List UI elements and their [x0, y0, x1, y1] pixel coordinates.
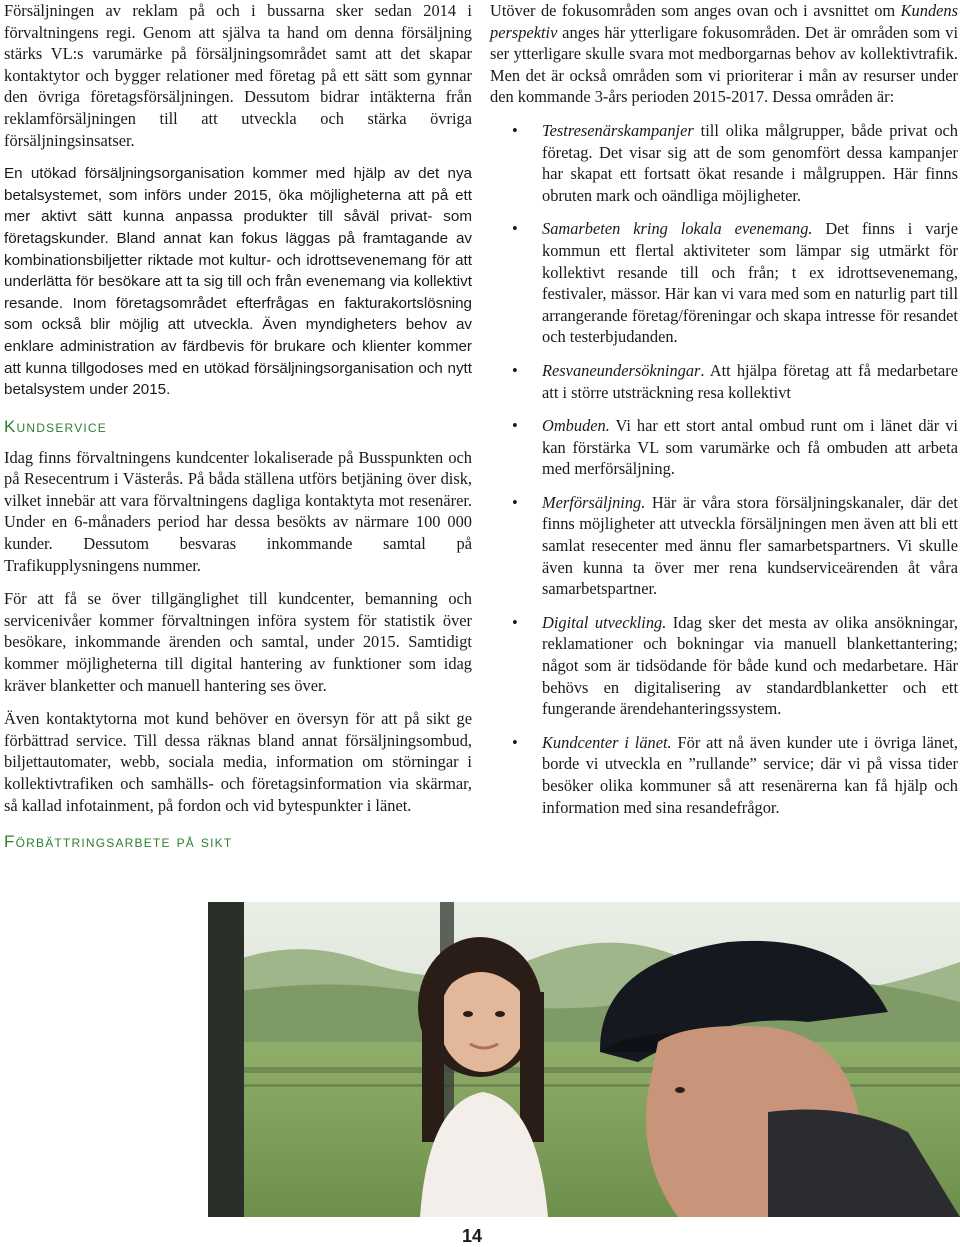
- list-item-lead: Ombuden.: [542, 416, 610, 436]
- paragraph-kontaktytor: Även kontaktytorna mot kund behöver en översyn för att på sikt ge förbättrad service. Till dessa räknas bland annat försäljningsombud, biljettautomater, webb, sociala media, information om störningar i kollektivtrafiken och samhälls- och företagsinformation via skärmar, så kallad infotainment, på fordon och vid bytespunkter i länet.: [4, 709, 472, 815]
- bullet-icon: •: [512, 416, 518, 436]
- photo-illustration: [208, 902, 960, 1217]
- bullet-icon: •: [512, 612, 518, 632]
- paragraph-fokusomraden: [490, 0, 958, 108]
- list-item-text: För att nå även kunder ute i övriga länet, borde vi utveckla en ”rullande” service; där vi på vissa tider besöker olika kommuner så att resenärerna kan få hjälp och information med sina resandefrågor.: [542, 732, 959, 817]
- list-item-text: . Att hjälpa företag att få medarbetare att i större utsträckning resa kollektivt: [542, 360, 958, 402]
- intro-text-a: Utöver de fokusområden som anges ovan och i avsnittet om: [490, 1, 901, 20]
- bullet-icon: •: [512, 492, 518, 512]
- list-item-lead: Resvaneundersökningar: [542, 360, 701, 380]
- list-item-lead: Merförsäljning.: [542, 492, 646, 512]
- list-item-text: till olika målgrupper, både privat och företag. Det visar sig att de som genomfört dessa kampanjer har skapat ett fortsatt ökat resande i målgruppen. Här finns obruten mark och oändliga möjligheter.: [542, 120, 958, 205]
- list-item-lead: Digital utveckling.: [542, 612, 667, 632]
- list-item-lead: Testresenärskampanjer: [542, 120, 694, 140]
- right-column: [490, 0, 958, 830]
- paragraph-tillganglighet: För att få se över tillgänglighet till kundcenter, bemanning och servicenivåer kommer förvaltningen införa system för statistik över besökare, inkommande ärenden och samtal, under 2015. Samtidigt kommer möjligheterna till digital hantering av funktioner som idag kräver blanketter och manuell hantering ses över.: [4, 589, 472, 695]
- list-item: [490, 732, 958, 818]
- list-item: [490, 415, 958, 480]
- photo-passengers: [208, 902, 960, 1217]
- focus-area-list: [490, 120, 958, 818]
- bullet-icon: •: [512, 732, 518, 752]
- page-number: 14: [462, 1226, 483, 1246]
- list-item-text: Vi har ett stort antal ombud runt om i länet där vi kan förstärka VL som varumärke och få ombuden att arbeta med merförsäljning.: [542, 416, 958, 479]
- list-item-text: Här är våra stora försäljningskanaler, där det finns möjligheter att utveckla försäljningen men även att bli ett samlat resecenter med ännu fler samarbetspartners. Vi skulle även kunna ta över mer rena kundserviceärenden åt våra samarbetspartner.: [542, 492, 958, 599]
- list-item: [490, 218, 958, 348]
- bullet-icon: •: [512, 360, 518, 380]
- paragraph-kundcenter: Idag finns förvaltningens kundcenter lokaliserade på Busspunkten och på Resecentrum i Västerås. På båda ställena utförs betjäning över disk, vilket innebär att vara förvaltningens dagliga kontaktyta mot resenärer. Under en 6-månaders period har dessa besökts av närmare 100 000 kunder. Dessutom besvaras inkommande samtal på Trafikupplysningens nummer.: [4, 447, 472, 575]
- paragraph-forsaljningsorganisation: En utökad försäljningsorganisation kommer med hjälp av det nya betalsystemet, som införs under 2015, öka möjligheterna att på ett mer aktivt sätt kunna anpassa produkter till såväl privat- som företagskunder. Bland annat kan fokus läggas på framtagande av kombinationsbiljetter riktade mot kultur- och idrottsevenemang för att underlätta för besökare att ta sig till och från evenemang via kollektivt resande. Inom företagsområdet efterfrågas en fakturakortslösning som också blir möjlig att utveckla. Även myndigheters behov av enklare administration av färdbevis för brukare och klienter kommer att kunna tillgodoses med en utökad försäljningsorganisation och nytt betalsystem under 2015.: [4, 165, 472, 399]
- list-item: [490, 612, 958, 720]
- bullet-icon: •: [512, 120, 518, 140]
- intro-emphasis: Kundens perspektiv: [490, 1, 958, 42]
- list-item-text: Det finns i varje kommun ett flertal aktiviteter som lämpar sig utmärkt för kollektivt resande till och från; t ex idrottsevenemang, festivaler, mässor. Här kan vi vara med som en naturlig part till arrangerande företag/föreningar och skapa intresse för resandet och testerbjudanden.: [542, 219, 958, 347]
- list-item: [490, 120, 958, 206]
- intro-text-b: anges här ytterligare fokusområden. Det är områden som vi ser ytterligare skulle svara mot medborgarnas behov av kollektivtrafik. Men det är också områden som vi prioriterar i mån av resurser under den kommande 3-års perioden 2015-2017. Dessa områden är:: [490, 22, 958, 107]
- heading-kundservice: Kundservice: [4, 416, 108, 436]
- list-item: [490, 492, 958, 600]
- list-item: [490, 360, 958, 403]
- bullet-icon: •: [512, 219, 518, 239]
- list-item-lead: Samarbeten kring lokala evenemang.: [542, 219, 813, 239]
- list-item-lead: Kundcenter i länet.: [542, 732, 672, 752]
- heading-forbattringsarbete: Förbättringsarbete på sikt: [4, 832, 233, 852]
- left-column: [4, 0, 472, 862]
- list-item-text: Idag sker det mesta av olika ansökningar, reklamationer och bokningar via manuell blankettantering; något som är tidsödande för både kund och medarbetare. Här behövs en digitalisering av standardblanketter och ett fungerande ärendehanteringssystem.: [542, 612, 958, 719]
- paragraph-reklam: Försäljningen av reklam på och i bussarna sker sedan 2014 i förvaltningens regi. Genom att själva ta hand om denna försäljning stärks VL:s varumärke på försäljningsområdet samt att det skapar kontaktytor och bygger relationer med företag på ett sätt som gynnar den övriga företagsförsäljningen. Dessutom bidrar intäkterna från reklamförsäljningen till att utveckla och stärka övriga försäljningsinsatser.: [4, 1, 472, 150]
